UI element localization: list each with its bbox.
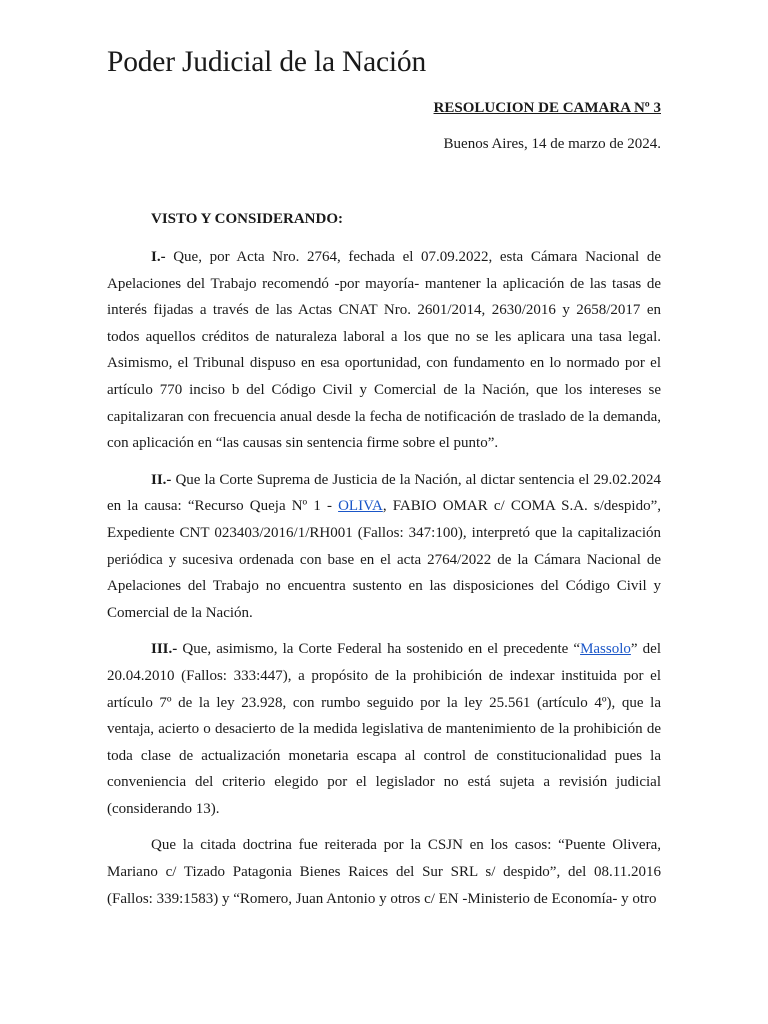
- paragraph-2-number: II.-: [151, 471, 172, 488]
- paragraph-3-text-after: ” del 20.04.2010 (Fallos: 333:447), a propósito de la prohibición de indexar instituida por el artículo 7º de la ley 23.928, con rumbo seguido por la ley 25.561 (artículo 4º), que la ventaja, acierto o desacierto de la medida legislativa de mantenimiento de la prohibición de toda clase de actualización monetaria escapa al control de constitucionalidad pues la conveniencia del criterio elegido por el legislador no está sujeta a revisión judicial (considerando 13).: [107, 641, 662, 817]
- oliva-link[interactable]: OLIVA: [338, 498, 383, 515]
- paragraph-1: [107, 244, 661, 457]
- page-header-title: Poder Judicial de la Nación: [107, 46, 426, 78]
- paragraph-3-number: III.-: [151, 641, 178, 658]
- paragraph-1-number: I.-: [151, 249, 166, 265]
- paragraph-1-text: Que, por Acta Nro. 2764, fechada el 07.09.2022, esta Cámara Nacional de Apelaciones del Trabajo recomendó -por mayoría- mantener la aplicación de las tasas de interés fijadas a través de las Actas CNAT Nro. 2601/2014, 2630/2016 y 2658/2017 en todos aquellos créditos de naturaleza laboral a los que no se les aplicara una tasa legal. Asimismo, el Tribunal dispuso en esa oportunidad, con fundamento en lo normado por el artículo 770 inciso b del Código Civil y Comercial de la Nación, que los intereses se capitalizaran con frecuencia anual desde la fecha de notificación de traslado de la demanda, con aplicación en “las causas sin sentencia firme sobre el punto”.: [107, 249, 661, 452]
- paragraph-3: [107, 636, 661, 822]
- paragraph-2: [107, 467, 661, 627]
- paragraph-2-text-before: Que la Corte Suprema de Justicia de la Nación, al dictar sentencia el 29.02.2024 en la causa: “Recurso Queja Nº 1 -: [107, 471, 661, 515]
- paragraph-3-text-before: Que, asimismo, la Corte Federal ha sostenido en el precedente “: [177, 641, 581, 658]
- resolution-title: RESOLUCION DE CAMARA Nº 3: [433, 100, 661, 116]
- resolution-date: Buenos Aires, 14 de marzo de 2024.: [443, 136, 661, 152]
- document-body: [107, 244, 661, 922]
- paragraph-4-text: Que la citada doctrina fue reiterada por la CSJN en los casos: “Puente Olivera, Mariano c/ Tizado Patagonia Bienes Raices del Sur SRL s/ despido”, del 08.11.2016 (Fallos: 339:1583) y “Romero, Juan Antonio y otros c/ EN -Ministerio de Economía- y otro: [107, 837, 661, 907]
- paragraph-2-text-after: , FABIO OMAR c/ COMA S.A. s/despido”, Expediente CNT 023403/2016/1/RH001 (Fallos: 347:100), interpretó que la capitalización periódica y sucesiva ordenada con base en el acta 2764/2022 de la Cámara Nacional de Apelaciones del Trabajo no encuentra sustento en las disposiciones del Código Civil y Comercial de la Nación.: [107, 498, 661, 621]
- section-heading: VISTO Y CONSIDERANDO:: [151, 211, 343, 227]
- paragraph-4: [107, 832, 661, 912]
- massolo-link[interactable]: Massolo: [580, 641, 631, 658]
